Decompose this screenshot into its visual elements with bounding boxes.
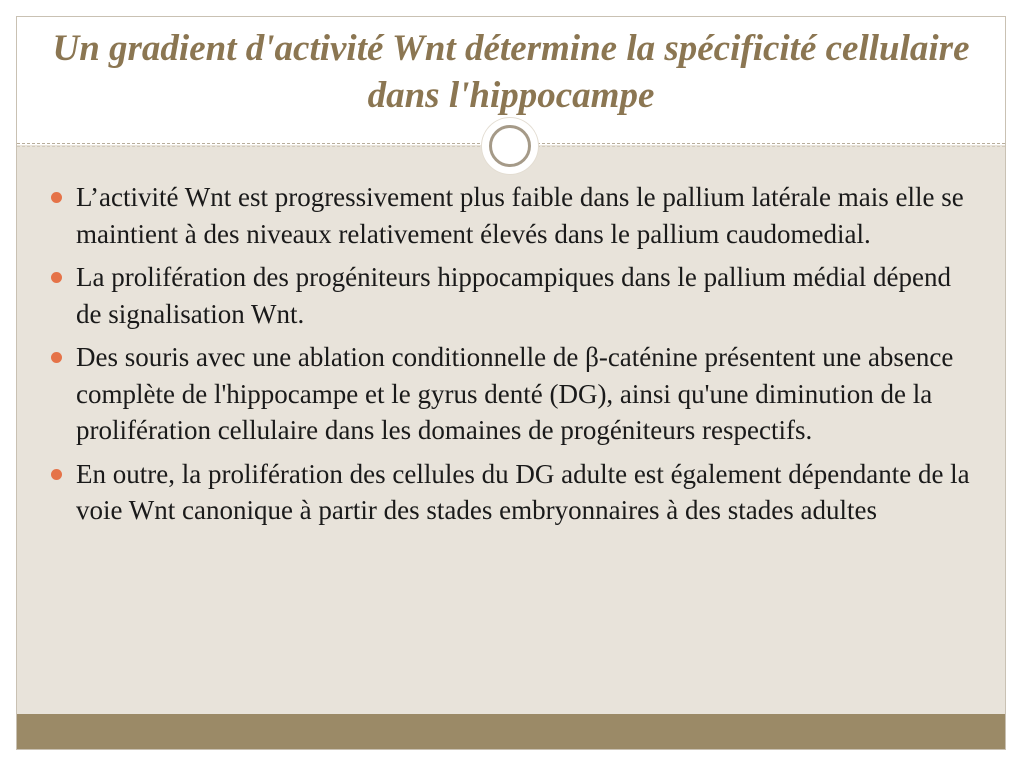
bullet-dot-icon <box>51 352 62 363</box>
bullet-text: La prolifération des progéniteurs hippocampiques dans le pallium médial dépend de signalisation Wnt. <box>76 262 951 329</box>
bullet-item <box>47 456 975 529</box>
slide-title: Un gradient d'activité Wnt détermine la spécificité cellulaire dans l'hippocampe <box>52 28 970 116</box>
bullet-dot-icon <box>51 469 62 480</box>
bullet-item <box>47 259 975 332</box>
slide-frame <box>16 16 1006 750</box>
bullet-dot-icon <box>51 272 62 283</box>
bullet-dot-icon <box>51 192 62 203</box>
bullet-text: L’activité Wnt est progressivement plus faible dans le pallium latérale mais elle se maintient à des niveaux relativement élevés dans le pallium caudomedial. <box>76 182 964 249</box>
circle-ornament-icon <box>482 118 538 174</box>
bullet-item <box>47 339 975 449</box>
bullet-list <box>47 179 975 529</box>
slide-content <box>47 179 975 536</box>
bullet-item <box>47 179 975 252</box>
footer-bar <box>17 714 1005 749</box>
bullet-text: Des souris avec une ablation conditionnelle de β-caténine présentent une absence complète de l'hippocampe et le gyrus denté (DG), ainsi qu'une diminution de la prolifération cellulaire dans les domaines de progéniteurs respectifs. <box>76 342 954 445</box>
bullet-text: En outre, la prolifération des cellules du DG adulte est également dépendante de la voie Wnt canonique à partir des stades embryonnaires à des stades adultes <box>76 458 970 525</box>
ornament-ring <box>489 125 531 167</box>
